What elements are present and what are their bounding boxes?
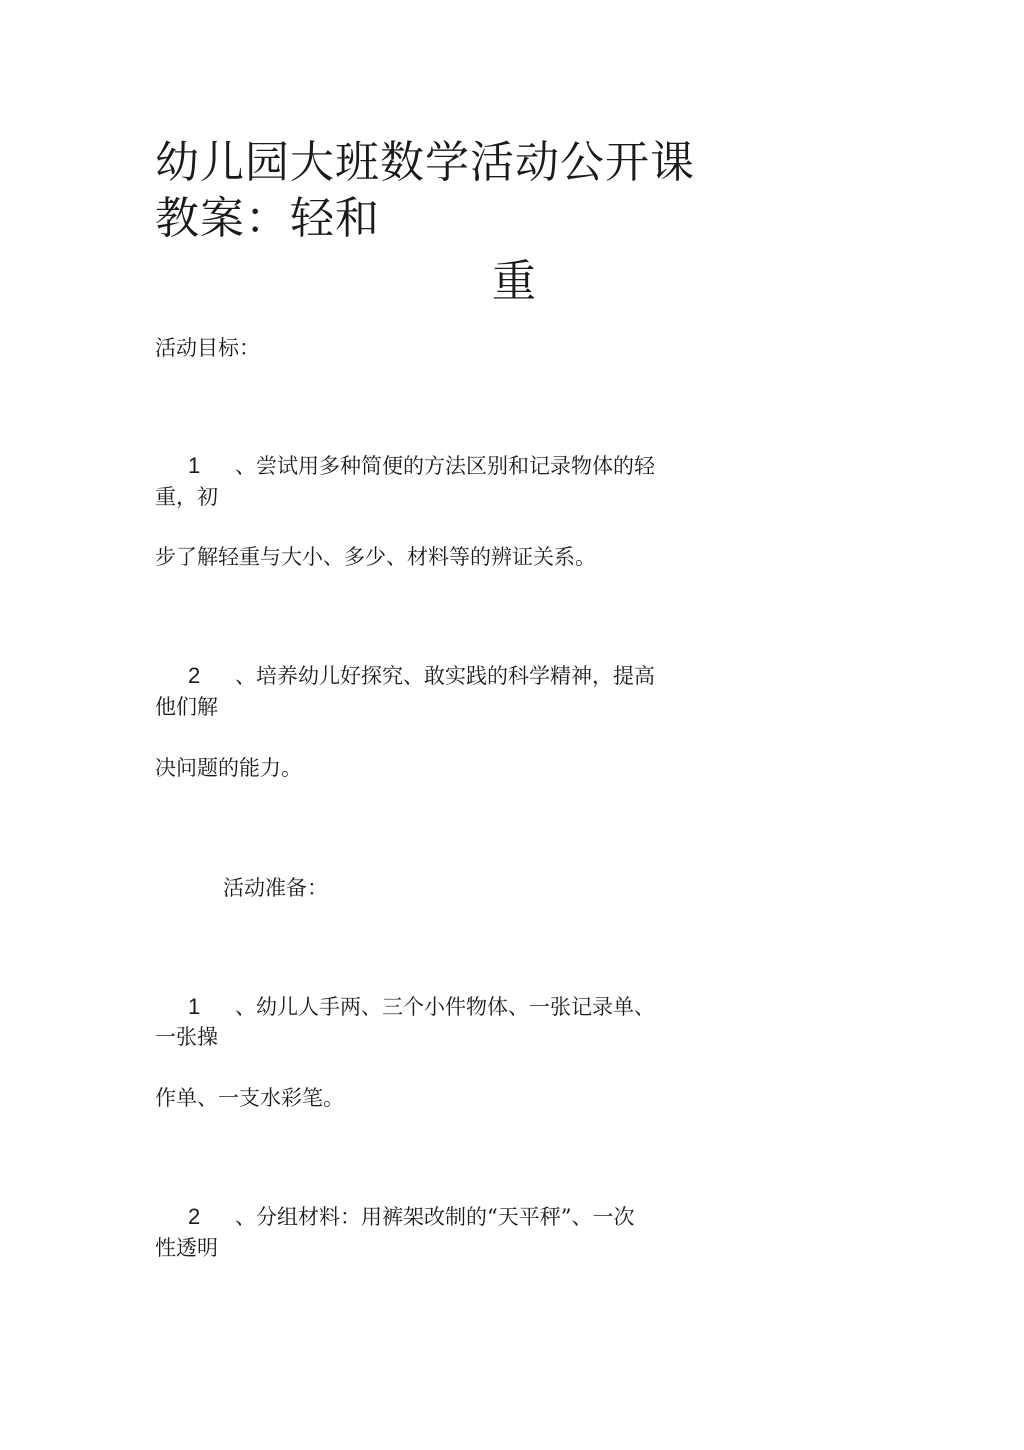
list-item-number: 2 <box>188 1204 201 1229</box>
list-item-text: 、分组材料：用裤架改制的“天平秤”、一次 <box>235 1205 635 1229</box>
list-item-number: 2 <box>188 663 201 688</box>
list-item-number: 1 <box>188 453 201 478</box>
document-title-line-1: 幼儿园大班数学活动公开课 <box>155 137 695 188</box>
list-item-text-wrap: 一张操 <box>155 1025 218 1049</box>
document-title-line-2: 教案：轻和 <box>155 193 380 244</box>
document-title-line-3: 重 <box>492 256 537 307</box>
list-item-text-continued: 步了解轻重与大小、多少、材料等的辨证关系。 <box>155 545 596 569</box>
list-item-text: 、培养幼儿好探究、敢实践的科学精神，提高 <box>235 664 655 688</box>
list-item-text-wrap: 重，初 <box>155 485 218 509</box>
list-item-text-continued: 作单、一支水彩笔。 <box>155 1086 344 1110</box>
list-item-text: 、幼儿人手两、三个小件物体、一张记录单、 <box>235 995 655 1019</box>
section-heading-preparation: 活动准备： <box>223 876 328 900</box>
section-heading-goals: 活动目标： <box>155 336 260 360</box>
list-item-text-continued: 决问题的能力。 <box>155 756 302 780</box>
list-item-text-wrap: 他们解 <box>155 695 218 719</box>
list-item-number: 1 <box>188 994 201 1019</box>
list-item-text: 、尝试用多种简便的方法区别和记录物体的轻 <box>235 454 655 478</box>
list-item-text-wrap: 性透明 <box>155 1236 218 1260</box>
